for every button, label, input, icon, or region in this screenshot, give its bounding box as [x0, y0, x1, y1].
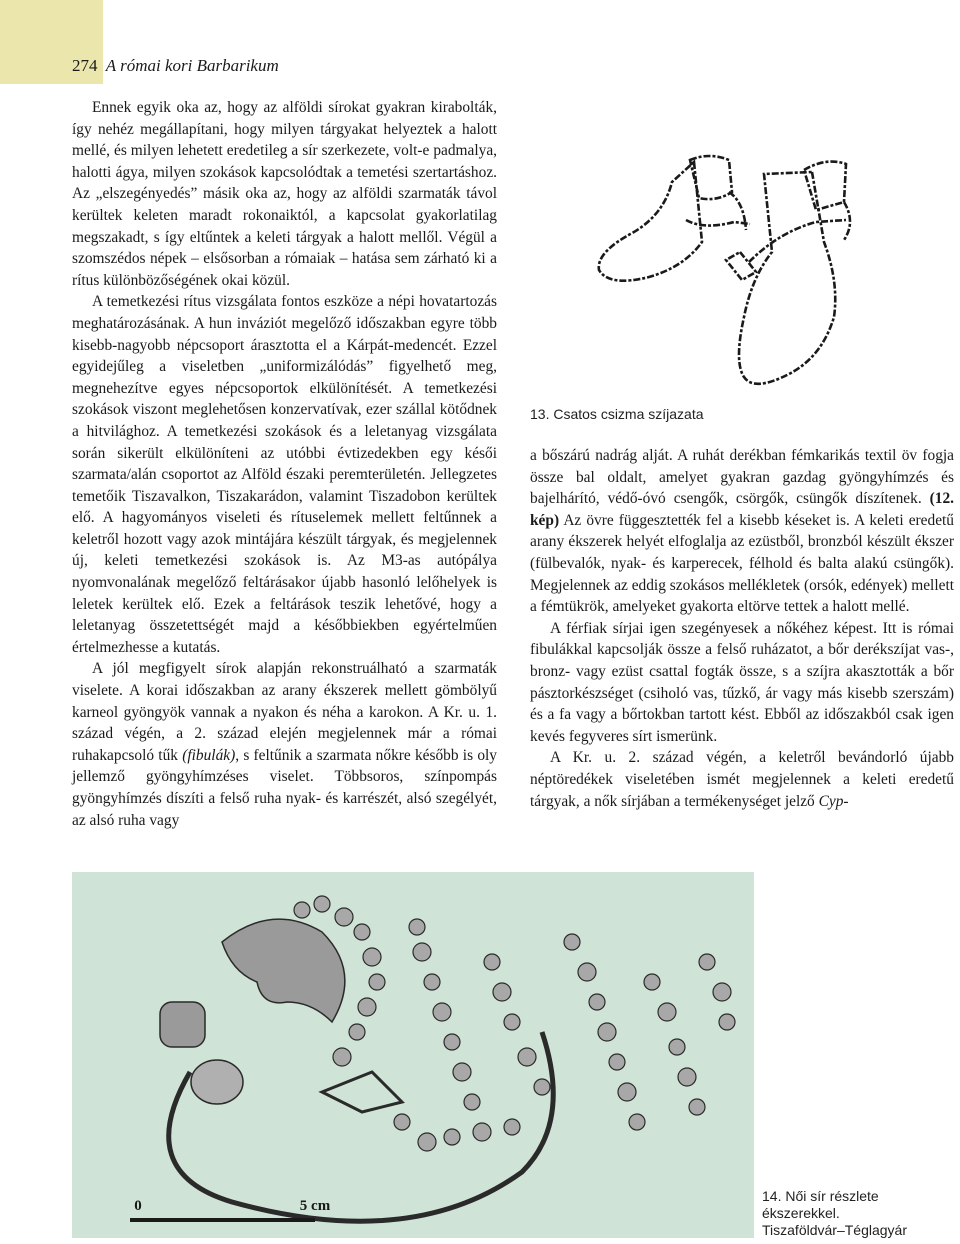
- scale-end-label: 5 cm: [299, 1198, 331, 1214]
- pendant-bead: [160, 1002, 205, 1047]
- text-run: A jól megfigyelt sírok alapján rekonstruálható a szarmaták viselete. A korai időszakban az arany ékszerek mellett gömbölyű karneol gyöngyök vannak a nyakon és néha a karokon. A Kr. u. 1. század végén, a 2. század elején megjelennek már a római ruhakapcsoló tűk: [72, 660, 497, 764]
- bead: [418, 1133, 436, 1151]
- bead: [424, 974, 440, 990]
- bead: [699, 954, 715, 970]
- bead: [564, 934, 580, 950]
- bead: [333, 1048, 351, 1066]
- fibula: [322, 1072, 402, 1112]
- italic-term: Cyp-: [818, 792, 849, 810]
- figure-reference: (12. kép): [530, 490, 954, 529]
- bead: [354, 924, 370, 940]
- bead: [669, 1039, 685, 1055]
- paragraph: A temetkezési rítus vizsgálata fontos eszköze a népi hovatartozás meghatározásának. A hun inváziót megelőző időszakban egyre több kisebb-nagyobb népcsoport árasztotta el a Kárpát-medencét. Ezzel egyidejűleg a viseletben „uniformizálódás” figyelhető meg, megnehezítve egyes népcsoportok elkülönítését. A temetkezési szokások viszont meglehetősen konzervatívak, ezer szállal kötődnek a hitvilághoz. A temetkezési szokások és a leletanyag vizsgálata során sikerült elkülöníteni az utóbbi évtizedekben egy késői szarmata/alán csoportot az Alföld északi peremterületén. Jellegzetes temetőik Tiszavalkon, Tiszakarádon, valamint Tiszadobon kerültek elő. A hagyományos viseleti és rítuselemek mellett feltűnnek a keletről hozott vagy azok mintájára készült tárgyak, és megjelennek új, keleti temetkezési szokások is. Az M3-as autópálya nyomvonalának megelőző feltárásakor újabb hasonló lelőhelyek is leletek kerültek elő. Ezek a feltárások teszik lehetővé, hogy a leletanyag összetettségét majd a későbbiekben egyértelműen értelmezhesse a kutatás.: [72, 293, 497, 656]
- running-title: A római kori Barbarikum: [105, 56, 279, 75]
- bead: [689, 1099, 705, 1115]
- paragraph: [530, 445, 954, 618]
- text-run: , s feltűnik a szarmata nőkre később is oly jellemző gyöngyhímzéses viselet. Többsoros, színpompás gyöngyhímzés díszíti a felső ruha nyak- és karrészét, alsó szegélyét, az alsó ruha vagy: [72, 746, 497, 829]
- bead: [713, 983, 731, 1001]
- neck-ring: [169, 1032, 554, 1221]
- figure-14-caption: [762, 1188, 952, 1239]
- paragraph: Ennek egyik oka az, hogy az alföldi sírokat gyakran kirabolták, így nehéz megállapítani, hogy milyen tárgyakat helyeztek a halott mellé, és milyen lehetett eredetileg a sír szerkezete, volt-e padmalya, halotti ágya, milyen szokások kapcsolódtak a temetési szertartáshoz. Az „elszegényedés” másik oka az, hogy az alföldi szarmaták távol kerültek keleten maradt rokonaiktól, a kapcsolat gyakorlatilag megszakadt, s így eltűntek a keleti tárgyak a halott mellől. Végül a szomszédos népek – elsősorban a rómaiak – hatása sem zárható ki a rítus különbözőségének okai közül.: [72, 99, 497, 289]
- bead: [578, 963, 596, 981]
- bead: [493, 983, 511, 1001]
- boots-drawing: [594, 102, 924, 392]
- bead: [358, 998, 376, 1016]
- page-number: 274: [72, 56, 98, 75]
- left-column: [72, 97, 497, 831]
- grave-jewelry-plate: [72, 872, 754, 1238]
- bead: [413, 943, 431, 961]
- bead: [444, 1129, 460, 1145]
- bronze-mirror: [222, 919, 345, 1022]
- left-boot-strap: [686, 220, 750, 226]
- bead: [504, 1014, 520, 1030]
- text-run: a bőszárú nadrág alját. A ruhát derékban fémkarikás textil öv fogja össze bal oldalt, amelyet gyakran gazdag gyöngyhímzés és bajelhárító, védő-óvó csengők, csörgők, csüngők díszítenek.: [530, 447, 954, 508]
- paragraph: [72, 658, 497, 831]
- bead: [598, 1023, 616, 1041]
- bead: [394, 1114, 410, 1130]
- caption-line: ékszerekkel.: [762, 1205, 840, 1221]
- running-header: [72, 54, 279, 78]
- caption-line: 14. Női sír részlete: [762, 1188, 879, 1204]
- bead: [609, 1054, 625, 1070]
- carved-bead: [191, 1060, 243, 1104]
- bead: [618, 1083, 636, 1101]
- scale-start-label: 0: [134, 1198, 142, 1214]
- bead: [409, 919, 425, 935]
- bead: [629, 1114, 645, 1130]
- bead: [335, 908, 353, 926]
- scale-bar-line: [130, 1218, 315, 1222]
- caption-line: Tiszaföldvár–Téglagyár: [762, 1222, 907, 1238]
- text-run: A Kr. u. 2. század végén, a keletről bevándorló újabb néptöredékek viseletében ismét megjelennek a keleti eredetű tárgyak, a nők sírjában a termékenységet jelző: [530, 749, 954, 810]
- bead: [444, 1034, 460, 1050]
- bead: [473, 1123, 491, 1141]
- bead: [589, 994, 605, 1010]
- bead: [369, 974, 385, 990]
- italic-term: (fibulák): [182, 746, 236, 764]
- bead: [349, 1024, 365, 1040]
- bead: [504, 1119, 520, 1135]
- paragraph: [530, 747, 954, 812]
- bead: [678, 1068, 696, 1086]
- bead: [433, 1003, 451, 1021]
- bead: [363, 948, 381, 966]
- bead: [464, 1094, 480, 1110]
- right-boot-cuff: [804, 162, 846, 210]
- figure-13-caption: 13. Csatos csizma szíjazata: [530, 406, 704, 422]
- scale-bar: [110, 1196, 340, 1226]
- bead: [534, 1079, 550, 1095]
- right-boot-outline: [739, 172, 835, 384]
- right-boot-buckle: [726, 252, 756, 280]
- paragraph: A férfiak sírjai igen szegényesek a nőkéhez képest. Itt is római fibulákkal kapcsolják össze a felső ruházatot, a bőr derékszíjat vas-, bronz- vagy ezüst csattal fogták össze, s a szíjra akasztották a bőr pásztorkészséget (csiholó vas, tűzkő, ár vagy más kisebb szerszám) és a fa vagy a bőrtokban tartott kést. Ebből az időszakból csak igen kevés fegyveres sírt ismerünk.: [530, 619, 954, 745]
- bead: [453, 1063, 471, 1081]
- bead: [644, 974, 660, 990]
- text-run: Az övre függesztették fel a kisebb késeket is. A keleti eredetű arany ékszerek helyét elfoglalja az ezüstből, bronzból készült ékszer (fülbevalók, nyak- és karperecek, félhold és balta alakú csüngők). Megjelennek az eddig szokásos mellékletek (orsók, edények) mellett a fémtükrök, amelyeket gyakorta eltörve tettek a halott mellé.: [530, 511, 954, 616]
- bead: [314, 896, 330, 912]
- jewelry-drawing: [72, 872, 754, 1238]
- bead: [658, 1003, 676, 1021]
- right-boot-strap: [749, 220, 846, 262]
- right-column: [530, 445, 954, 812]
- bead: [484, 954, 500, 970]
- bead: [719, 1014, 735, 1030]
- bead: [294, 902, 310, 918]
- bead: [518, 1048, 536, 1066]
